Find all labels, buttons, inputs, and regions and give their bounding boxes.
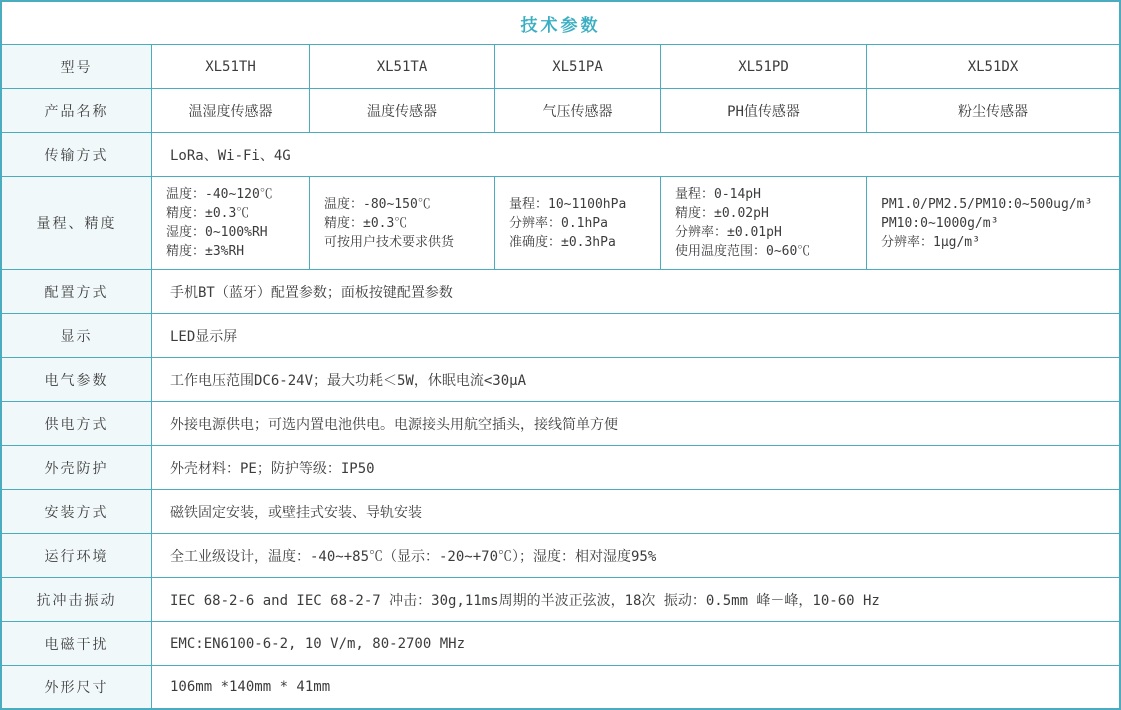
enclosure-value: 外壳材料：PE；防护等级：IP50 <box>170 460 375 477</box>
spec-line: 湿度：0~100%RH <box>166 225 268 240</box>
spec-line: 量程：10~1100hPa <box>509 196 627 212</box>
row-label-electrical: 电气参数 <box>2 358 152 401</box>
range-cell-xl51ta <box>310 177 495 269</box>
row-product-name <box>2 88 1119 132</box>
spec-line: 分辨率：0.1hPa <box>509 215 608 231</box>
product-cell-xl51ta: 温度传感器 <box>310 89 495 132</box>
spec-line: 精度：±0.3℃ <box>324 215 408 231</box>
range-cell-xl51pa <box>495 177 661 269</box>
range-cell-xl51th <box>152 177 310 269</box>
dimensions-value: 106mm *140mm * 41mm <box>170 679 331 695</box>
spec-line: 可按用户技术要求供货 <box>324 234 455 250</box>
operating-environment-value: 全工业级设计，温度：-40~+85℃（显示：-20~+70℃）；湿度：相对湿度95% <box>170 548 657 565</box>
row-operating-environment <box>2 533 1119 577</box>
row-transmission <box>2 132 1119 176</box>
title-row <box>2 2 1119 44</box>
row-label-operating-environment: 运行环境 <box>2 534 152 577</box>
spec-line: 精度：±0.3℃ <box>166 206 250 221</box>
row-installation <box>2 489 1119 533</box>
spec-line: 分辨率：±0.01pH <box>675 225 782 240</box>
range-cell-xl51pd <box>661 177 867 269</box>
row-label-product-name: 产品名称 <box>2 89 152 132</box>
model-cell-xl51ta: XL51TA <box>310 45 495 88</box>
power-supply-value: 外接电源供电；可选内置电池供电。电源接头用航空插头，接线简单方便 <box>170 416 618 433</box>
electrical-value: 工作电压范围DC6-24V；最大功耗＜5W，休眠电流<30μA <box>170 372 527 389</box>
row-dimensions <box>2 665 1119 708</box>
model-cell-xl51pd: XL51PD <box>661 45 867 88</box>
spec-line: 温度：-40~120℃ <box>166 187 273 202</box>
row-configuration <box>2 269 1119 313</box>
spec-line: PM1.0/PM2.5/PM10:0~500ug/m³ <box>881 196 1093 212</box>
range-cell-xl51dx <box>867 177 1119 269</box>
emi-value: EMC:EN6100-6-2, 10 V/m, 80-2700 MHz <box>170 635 466 652</box>
spec-line: 分辨率：1μg/m³ <box>881 234 980 250</box>
row-label-power-supply: 供电方式 <box>2 402 152 445</box>
row-label-range-accuracy: 量程、精度 <box>2 177 152 269</box>
row-enclosure <box>2 445 1119 489</box>
model-cell-xl51th: XL51TH <box>152 45 310 88</box>
display-value: LED显示屏 <box>170 328 238 345</box>
row-model <box>2 44 1119 88</box>
spec-line: 使用温度范围：0~60℃ <box>675 244 811 259</box>
row-label-display: 显示 <box>2 314 152 357</box>
spec-line: 准确度：±0.3hPa <box>509 234 616 250</box>
row-display <box>2 313 1119 357</box>
row-label-emi: 电磁干扰 <box>2 622 152 665</box>
spec-line: 精度：±3%RH <box>166 244 245 259</box>
row-label-configuration: 配置方式 <box>2 270 152 313</box>
row-label-transmission: 传输方式 <box>2 133 152 176</box>
configuration-value: 手机BT（蓝牙）配置参数；面板按键配置参数 <box>170 284 453 301</box>
row-label-enclosure: 外壳防护 <box>2 446 152 489</box>
model-cell-xl51dx: XL51DX <box>967 58 1019 75</box>
page-title: 技术参数 <box>520 15 601 36</box>
row-label-dimensions: 外形尺寸 <box>2 666 152 708</box>
product-cell-xl51th: 温湿度传感器 <box>152 89 310 132</box>
installation-value: 磁铁固定安装，或壁挂式安装、导轨安装 <box>170 504 422 521</box>
row-electrical <box>2 357 1119 401</box>
spec-line: 精度：±0.02pH <box>675 206 769 221</box>
model-cell-xl51pa: XL51PA <box>495 45 661 88</box>
spec-line: 温度：-80~150℃ <box>324 196 431 212</box>
row-range-accuracy <box>2 176 1119 269</box>
row-shock-vibration <box>2 577 1119 621</box>
row-label-installation: 安装方式 <box>2 490 152 533</box>
product-cell-xl51dx: 粉尘传感器 <box>958 103 1028 120</box>
product-cell-xl51pd: PH值传感器 <box>661 89 867 132</box>
row-emi <box>2 621 1119 665</box>
row-power-supply <box>2 401 1119 445</box>
spec-line: PM10:0~1000g/m³ <box>881 215 999 231</box>
product-cell-xl51pa: 气压传感器 <box>495 89 661 132</box>
spec-line: 量程：0-14pH <box>675 187 761 202</box>
row-label-model: 型号 <box>2 45 152 88</box>
transmission-value: LoRa、Wi-Fi、4G <box>170 147 291 164</box>
row-label-shock-vibration: 抗冲击振动 <box>2 578 152 621</box>
shock-vibration-value: IEC 68-2-6 and IEC 68-2-7 冲击：30g,11ms周期的半波正弦波，18次 振动：0.5mm 峰－峰，10-60 Hz <box>170 592 880 609</box>
